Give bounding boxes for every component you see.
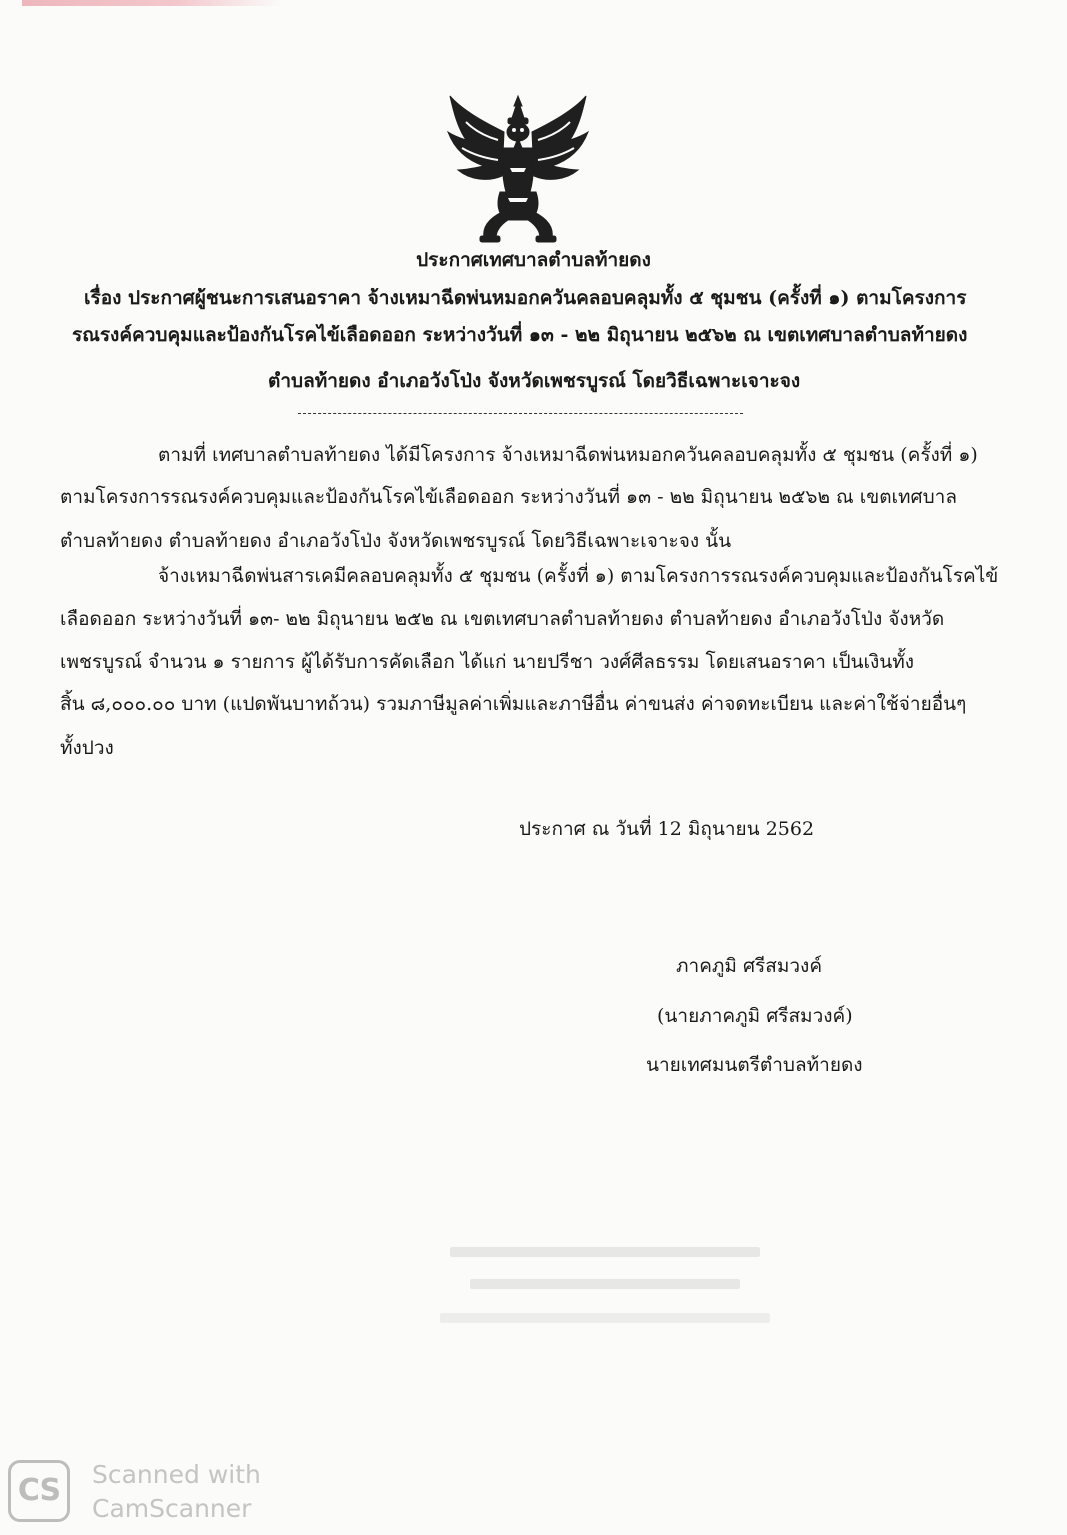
- signer-position: นายเทศมนตรีตำบลท้ายดง: [646, 1054, 863, 1076]
- subject-line-3: ตำบลท้ายดง อำเภอวังโป่ง จังหวัดเพชรบูรณ์ โดยวิธีเฉพาะเจาะจง: [268, 370, 801, 392]
- announcement-date: ประกาศ ณ วันที่ 12 มิถุนายน 2562: [519, 818, 815, 840]
- watermark-line-1: Scanned with: [92, 1460, 261, 1489]
- paragraph2-line-3: เพชรบูรณ์ จำนวน ๑ รายการ ผู้ได้รับการคัดเลือก ได้แก่ นายปรีชา วงศ์ศีลธรรม โดยเสนอราคา เป็นเงินทั้ง: [60, 651, 915, 673]
- watermark-line-2: CamScanner: [92, 1494, 252, 1523]
- header-separator: [298, 413, 743, 414]
- camscanner-watermark: [8, 1458, 288, 1528]
- scan-smudge: [22, 0, 282, 6]
- paragraph2-line-4: สิ้น ๘,๐๐๐.๐๐ บาท (แปดพันบาทถ้วน) รวมภาษีมูลค่าเพิ่มและภาษีอื่น ค่าขนส่ง ค่าจดทะเบียน และค่าใช้จ่ายอื่นๆ: [60, 693, 967, 715]
- paragraph1-line-2: ตามโครงการรณรงค์ควบคุมและป้องกันโรคไข้เลือดออก ระหว่างวันที่ ๑๓ - ๒๒ มิถุนายน ๒๕๖๒ ณ เขตเทศบาล: [60, 486, 957, 508]
- subject-line-2: รณรงค์ควบคุมและป้องกันโรคไข้เลือดออก ระหว่างวันที่ ๑๓ - ๒๒ มิถุนายน ๒๕๖๒ ณ เขตเทศบาลตำบลท้ายดง: [72, 324, 968, 346]
- paragraph1-line-3: ตำบลท้ายดง ตำบลท้ายดง อำเภอวังโป่ง จังหวัดเพชรบูรณ์ โดยวิธีเฉพาะเจาะจง นั้น: [60, 530, 732, 552]
- paragraph1-line-1: ตามที่ เทศบาลตำบลท้ายดง ได้มีโครงการ จ้างเหมาฉีดพ่นหมอกควันคลอบคลุมทั้ง ๕ ชุมชน (ครั้งที่ ๑): [158, 444, 978, 466]
- subject-line-1: เรื่อง ประกาศผู้ชนะการเสนอราคา จ้างเหมาฉีดพ่นหมอกควันคลอบคลุมทั้ง ๕ ชุมชน (ครั้งที่ ๑) ตามโครงการ: [84, 287, 967, 309]
- issuer-title: ประกาศเทศบาลตำบลท้ายดง: [416, 249, 651, 271]
- camscanner-logo-icon: CS: [8, 1460, 70, 1522]
- garuda-emblem-icon: [444, 92, 592, 244]
- signer-full-name: (นายภาคภูมิ ศรีสมวงค์): [657, 1005, 853, 1027]
- paragraph2-line-2: เลือดออก ระหว่างวันที่ ๑๓- ๒๒ มิถุนายน ๒๕๒ ณ เขตเทศบาลตำบลท้ายดง ตำบลท้ายดง อำเภอวังโป่ง จังหวัด: [60, 608, 945, 630]
- signature-name: ภาคภูมิ ศรีสมวงค์: [676, 955, 823, 977]
- paragraph2-line-1: จ้างเหมาฉีดพ่นสารเคมีคลอบคลุมทั้ง ๕ ชุมชน (ครั้งที่ ๑) ตามโครงการรณรงค์ควบคุมและป้องกันโรคไข้: [158, 565, 999, 587]
- paragraph2-line-5: ทั้งปวง: [60, 737, 114, 759]
- bleed-through-marks: [430, 1235, 790, 1355]
